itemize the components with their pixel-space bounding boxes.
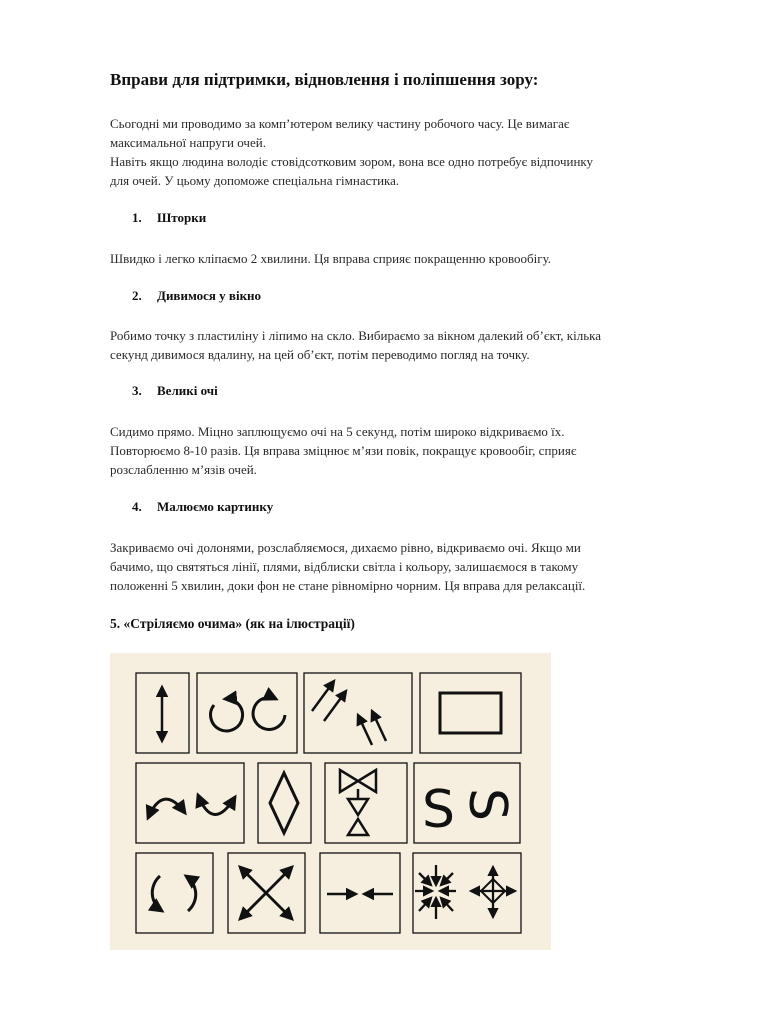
description-line: положенні 5 хвилин, доки фон не стане рівномірно чорним. Ця вправа для релаксації. <box>110 578 586 593</box>
exercise-4-description <box>110 538 585 595</box>
arc-arrow-icon <box>198 795 235 815</box>
exercise-name: Дивимося у вікно <box>157 288 262 303</box>
diagonal-arrow-icon <box>372 711 386 741</box>
description-line: Сидимо прямо. Міцно заплющуємо очі на 5 секунд, потім широко відкриваємо їх. <box>110 424 565 439</box>
exercise-2-heading <box>132 288 261 304</box>
exercise-number: 1. <box>132 210 142 225</box>
description-line: Робимо точку з пластиліну і ліпимо на скло. Вибираємо за вікном далекий об’єкт, кілька <box>110 328 602 343</box>
bowtie-hourglass-card <box>325 763 407 843</box>
diagonal-arrow-icon <box>312 681 334 711</box>
exercise-name: Малюємо картинку <box>157 499 274 514</box>
bowtie-icon <box>358 770 376 792</box>
s-letter-rotated-icon: S <box>457 788 517 822</box>
hourglass-icon <box>348 799 368 815</box>
exercise-2-description <box>110 326 601 364</box>
description-line: секунд дивимося вдалину, на цей об’єкт, потім переводимо погляд на точку. <box>110 347 530 362</box>
diagonal-arrows-card <box>304 673 412 753</box>
diagonal-arrow-icon <box>358 715 372 745</box>
circular-arrow-icon <box>152 876 162 911</box>
description-line: Повторюємо 8-10 разів. Ця вправа зміцнює м’язи повік, покращує кровообіг, сприяє <box>110 443 577 458</box>
circle-arrow-icon <box>211 699 243 731</box>
converging-arrows-card <box>320 853 400 933</box>
arc-arrow-icon <box>148 799 185 818</box>
description-line: розслабленню м’язів очей. <box>110 462 257 477</box>
intro-line: Навіть якщо людина володіє стовідсотковим зором, вона все одно потребує відпочинку <box>110 154 594 169</box>
page-title: Вправи для підтримки, відновлення і поліпшення зору: <box>110 70 539 89</box>
inward-arrows-icon <box>415 865 456 919</box>
circular-arrow-icon <box>186 876 196 911</box>
eye-exercise-illustration <box>110 653 551 950</box>
circular-arrows-card <box>136 853 213 933</box>
hourglass-icon <box>348 819 368 835</box>
rectangle-shape-icon <box>440 693 501 733</box>
intro-line: Сьогодні ми проводимо за комп’ютером велику частину робочого часу. Це вимагає <box>110 116 570 131</box>
circle-arrow-icon <box>253 697 285 729</box>
intro-line: максимальної напруги очей. <box>110 135 266 150</box>
exercise-name: Великі очі <box>157 383 218 398</box>
description-line: бачимо, що святяться лінії, плями, відблиски світла і кольору, залишаємося в такому <box>110 559 579 574</box>
exercise-1-heading <box>132 210 206 226</box>
arc-arrows-card <box>136 763 244 843</box>
exercise-4-heading <box>132 499 273 515</box>
description-line: Швидко і легко кліпаємо 2 хвилини. Ця вправа сприяє покращенню кровообігу. <box>110 251 552 266</box>
exercise-3-heading <box>132 383 218 399</box>
exercise-5-heading: 5. «Стріляємо очима» (як на ілюстрації) <box>110 616 355 631</box>
bowtie-icon <box>340 770 358 792</box>
vertical-arrows-card <box>136 673 189 753</box>
exercise-number: 2. <box>132 288 142 303</box>
exercise-number: 4. <box>132 499 142 514</box>
double-circle-card <box>197 673 297 753</box>
intro-paragraph <box>110 114 593 190</box>
diamond-shape-icon <box>270 773 298 833</box>
exercise-name: Шторки <box>157 210 207 225</box>
description-line: Закриваємо очі долонями, розслабляємося, дихаємо рівно, відкриваємо очі. Якщо ми <box>110 540 581 555</box>
diagonal-arrow-icon <box>324 691 346 721</box>
intro-line: для очей. У цьому допоможе спеціальна гімнастика. <box>110 173 400 188</box>
s-letter-icon: S <box>422 780 456 840</box>
s-letters-card <box>414 763 520 843</box>
exercise-1-description <box>110 249 551 268</box>
exercise-3-description <box>110 422 576 479</box>
exercise-number: 3. <box>132 383 142 398</box>
rectangle-card <box>420 673 521 753</box>
cross-arrows-card <box>228 853 305 933</box>
diamond-card <box>258 763 311 843</box>
starburst-card <box>413 853 521 933</box>
outward-arrows-icon <box>471 867 515 917</box>
